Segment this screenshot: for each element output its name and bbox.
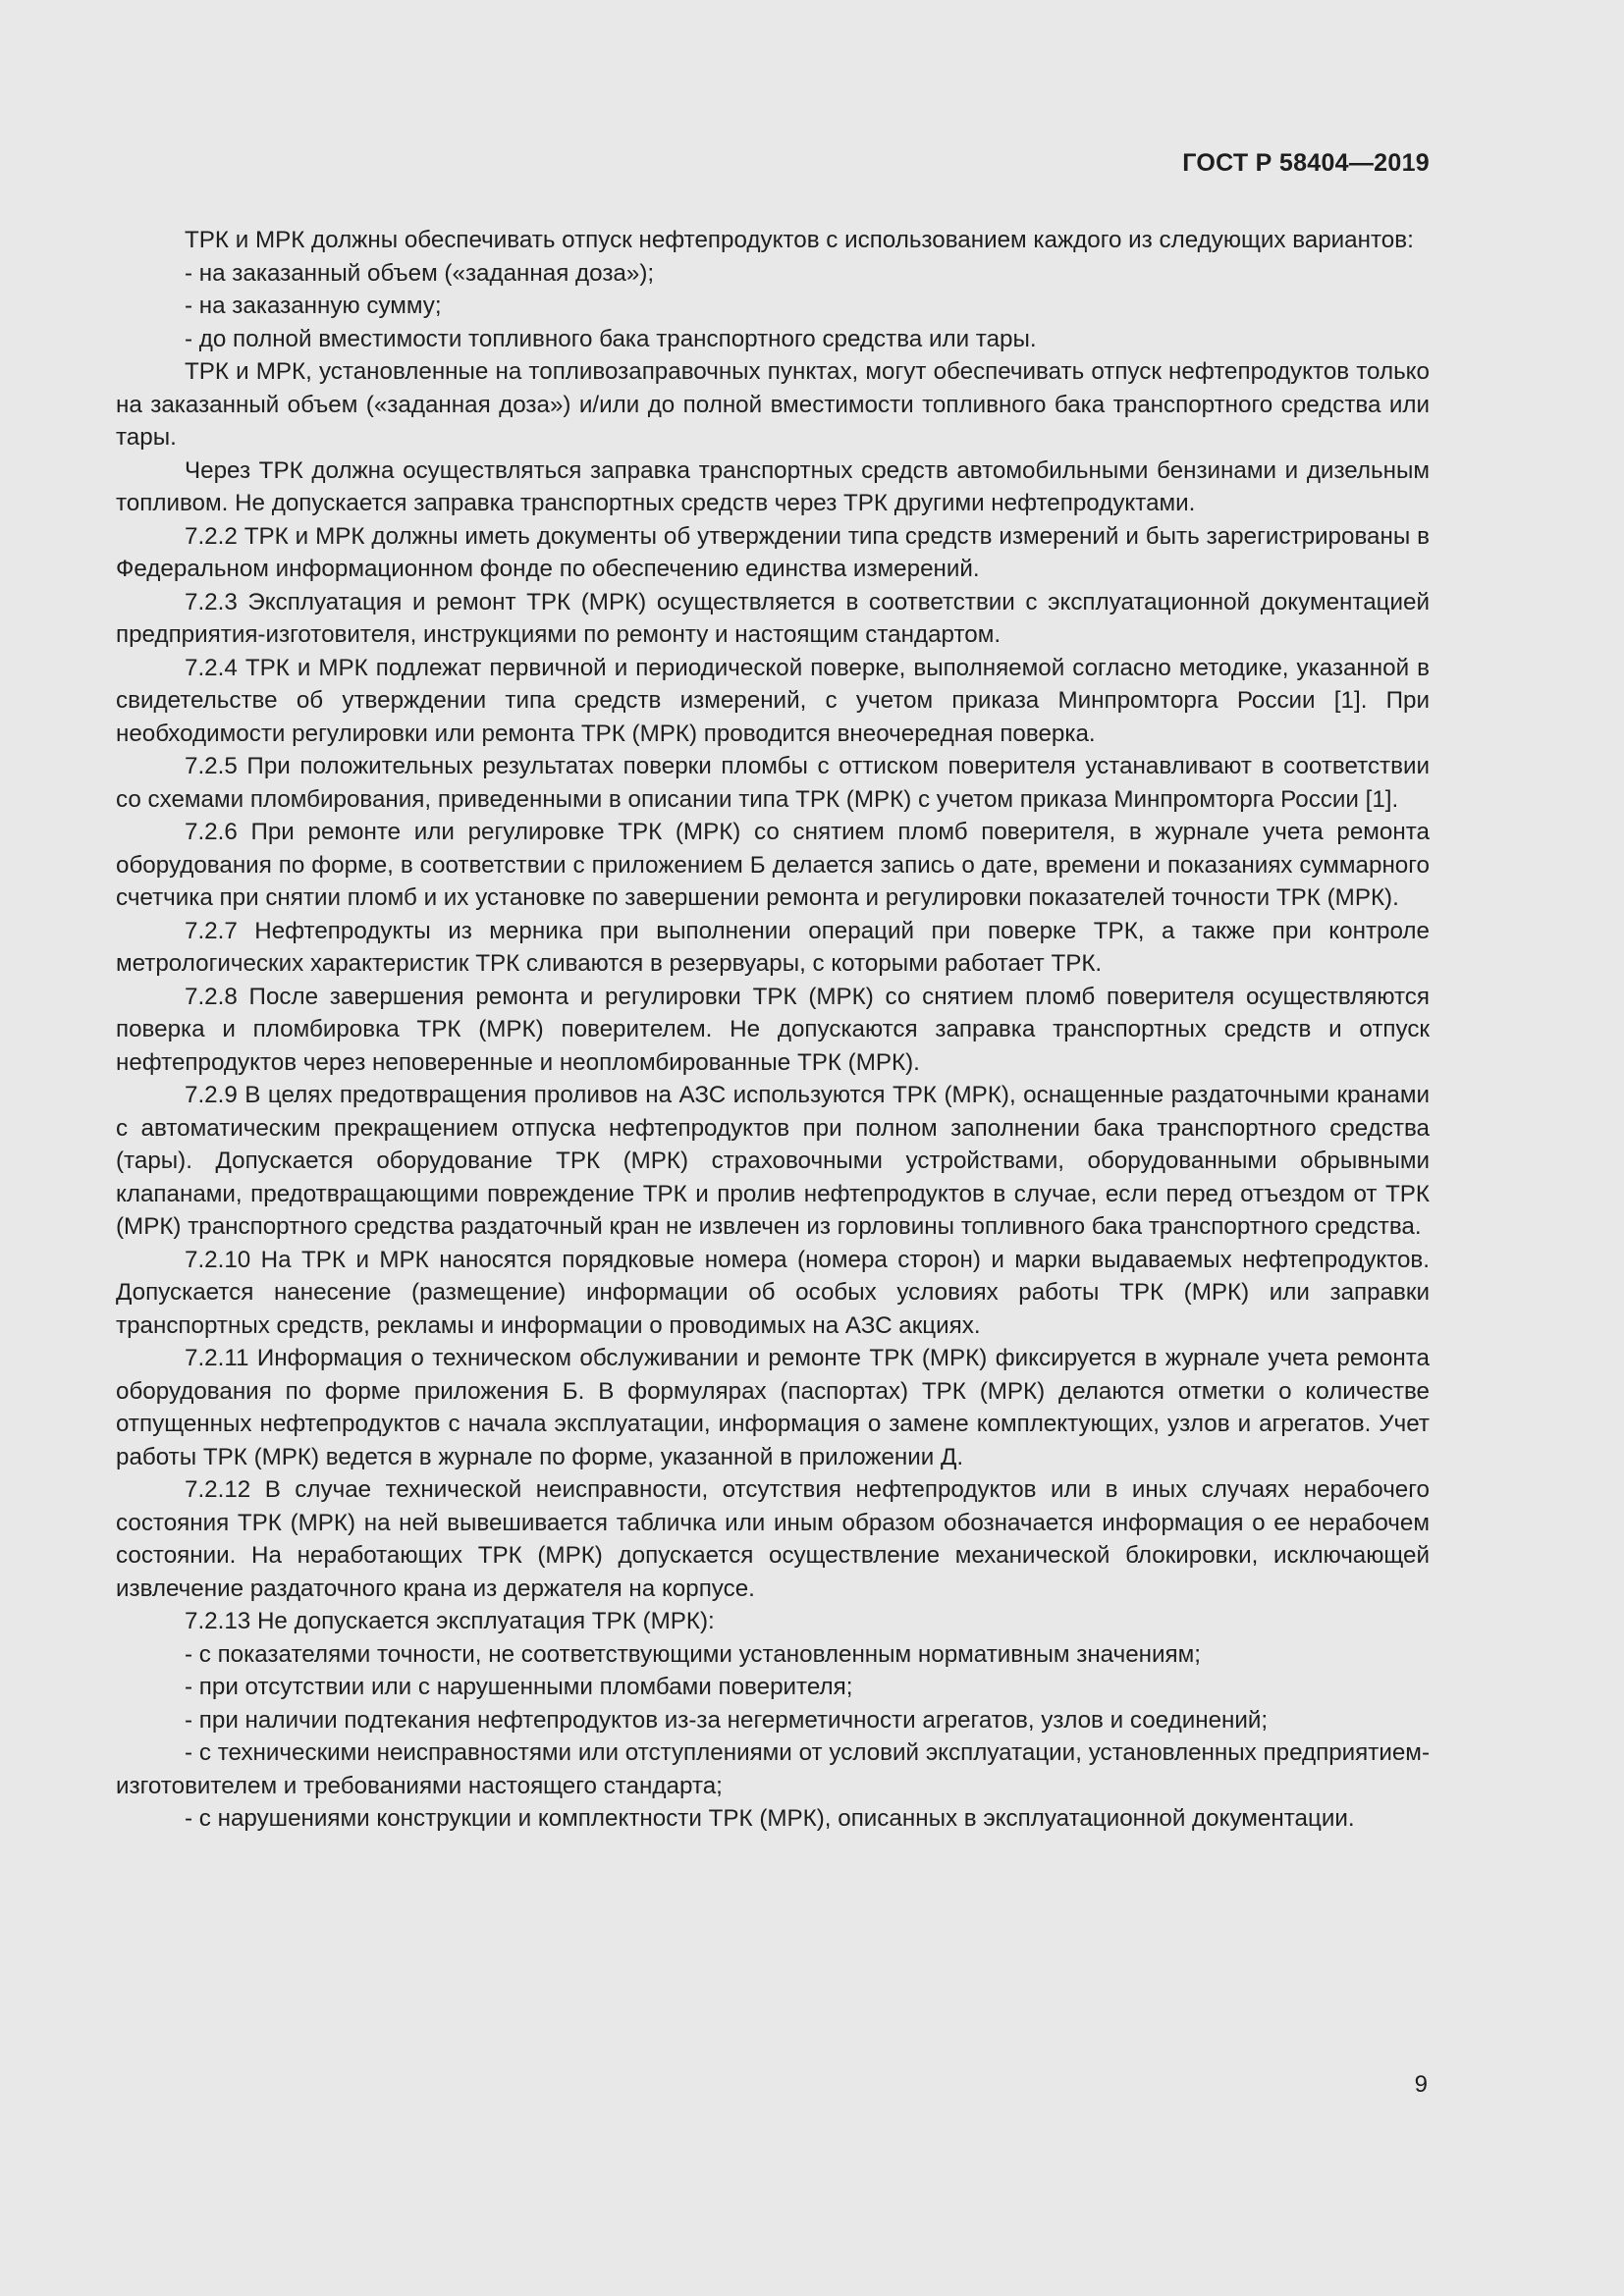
clause-7-2-8: 7.2.8 После завершения ремонта и регулировки ТРК (МРК) со снятием пломб поверителя осуществляются поверка и пломбировка ТРК (МРК) поверителем. Не допускаются заправка транспортных средств и отпуск нефтепродуктов через неповеренные и неопломбированные ТРК (МРК). [116,983,1430,1076]
clause-7-2-6: 7.2.6 При ремонте или регулировке ТРК (МРК) со снятием пломб поверителя, в журнале учета ремонта оборудования по форме, в соответствии с приложением Б делается запись о дате, времени и показаниях суммарного счетчика при снятии пломб и их установке по завершении ремонта и регулировки показателей точности ТРК (МРК). [116,819,1430,911]
clause-7-2-10: 7.2.10 На ТРК и МРК наносятся порядковые номера (номера сторон) и марки выдаваемых нефтепродуктов. Допускается нанесение (размещение) информации об особых условиях работы ТРК (МРК) или заправки транспортных средств, рекламы и информации о проводимых на АЗС акциях. [116,1246,1430,1339]
clause-7-2-9: 7.2.9 В целях предотвращения проливов на АЗС используются ТРК (МРК), оснащенные раздаточными кранами с автоматическим прекращением отпуска нефтепродуктов при полном заполнении бака транспортного средства (тары). Допускается оборудование ТРК (МРК) страховочными устройствами, оборудованными обрывными клапанами, предотвращающими повреждение ТРК и пролив нефтепродуктов в случае, если перед отъездом от ТРК (МРК) транспортного средства раздаточный кран не извлечен из горловины топливного бака транспортного средства. [116,1082,1430,1240]
list-item: - с показателями точности, не соответствующими установленным нормативным значениям; [185,1640,1201,1668]
clause-7-2-5: 7.2.5 При положительных результатах поверки пломбы с оттиском поверителя устанавливают в соответствии со схемами пломбирования, приведенными в описании типа ТРК (МРК) с учетом приказа Минпромторга России [1]. [116,753,1430,813]
list-item: - при отсутствии или с нарушенными пломбами поверителя; [185,1674,853,1700]
paragraph: ТРК и МРК, установленные на топливозаправочных пунктах, могут обеспечивать отпуск нефтепродуктов только на заказанный объем («заданная доза») и/или до полной вместимости топливного бака транспортного средства или тары. [116,358,1430,451]
page-number: 9 [1414,2071,1428,2098]
standard-header: ГОСТ Р 58404—2019 [1182,149,1430,177]
clause-7-2-2: 7.2.2 ТРК и МРК должны иметь документы об утверждении типа средств измерений и быть зарегистрированы в Федеральном информационном фонде по обеспечению единства измерений. [116,522,1430,582]
clause-7-2-13: 7.2.13 Не допускается эксплуатация ТРК (МРК): [185,1608,715,1634]
list-item: - с нарушениями конструкции и комплектности ТРК (МРК), описанных в эксплуатационной документации. [185,1805,1355,1832]
list-item: - на заказанный объем («заданная доза»); [185,259,655,287]
clause-7-2-3: 7.2.3 Эксплуатация и ремонт ТРК (МРК) осуществляется в соответствии с эксплуатационной документацией предприятия-изготовителя, инструкциями по ремонту и настоящим стандартом. [116,588,1430,648]
paragraph: ТРК и МРК должны обеспечивать отпуск нефтепродуктов с использованием каждого из следующих вариантов: [185,227,1414,253]
list-item: - с техническими неисправностями или отступлениями от условий эксплуатации, установленных предприятием-изготовителем и требованиями настоящего стандарта; [116,1739,1430,1799]
clause-7-2-11: 7.2.11 Информация о техническом обслуживании и ремонте ТРК (МРК) фиксируется в журнале учета ремонта оборудования по форме приложения Б. В формулярах (паспортах) ТРК (МРК) делаются отметки о количестве отпущенных нефтепродуктов с начала эксплуатации, информация о замене комплектующих, узлов и агрегатов. Учет работы ТРК (МРК) ведется в журнале по форме, указанной в приложении Д. [116,1345,1430,1470]
document-body [116,224,1430,1836]
paragraph: Через ТРК должна осуществляться заправка транспортных средств автомобильными бензинами и дизельным топливом. Не допускается заправка транспортных средств через ТРК другими нефтепродуктами. [116,456,1430,516]
list-item: - при наличии подтекания нефтепродуктов из-за негерметичности агрегатов, узлов и соединений; [185,1706,1269,1734]
clause-7-2-7: 7.2.7 Нефтепродукты из мерника при выполнении операций при поверке ТРК, а также при контроле метрологических характеристик ТРК сливаются в резервуары, с которыми работает ТРК. [116,917,1430,977]
list-item: - на заказанную сумму; [185,293,442,319]
list-item: - до полной вместимости топливного бака транспортного средства или тары. [185,325,1037,352]
clause-7-2-12: 7.2.12 В случае технической неисправности, отсутствия нефтепродуктов или в иных случаях нерабочего состояния ТРК (МРК) на ней вывешивается табличка или иным образом обозначается информация о ее нерабочем состоянии. На неработающих ТРК (МРК) допускается осуществление механической блокировки, исключающей извлечение раздаточного крана из держателя на корпусе. [116,1476,1430,1602]
clause-7-2-4: 7.2.4 ТРК и МРК подлежат первичной и периодической поверке, выполняемой согласно методике, указанной в свидетельстве об утверждении типа средств измерений, с учетом приказа Минпромторга России [1]. При необходимости регулировки или ремонта ТРК (МРК) проводится внеочередная поверка. [116,654,1430,747]
